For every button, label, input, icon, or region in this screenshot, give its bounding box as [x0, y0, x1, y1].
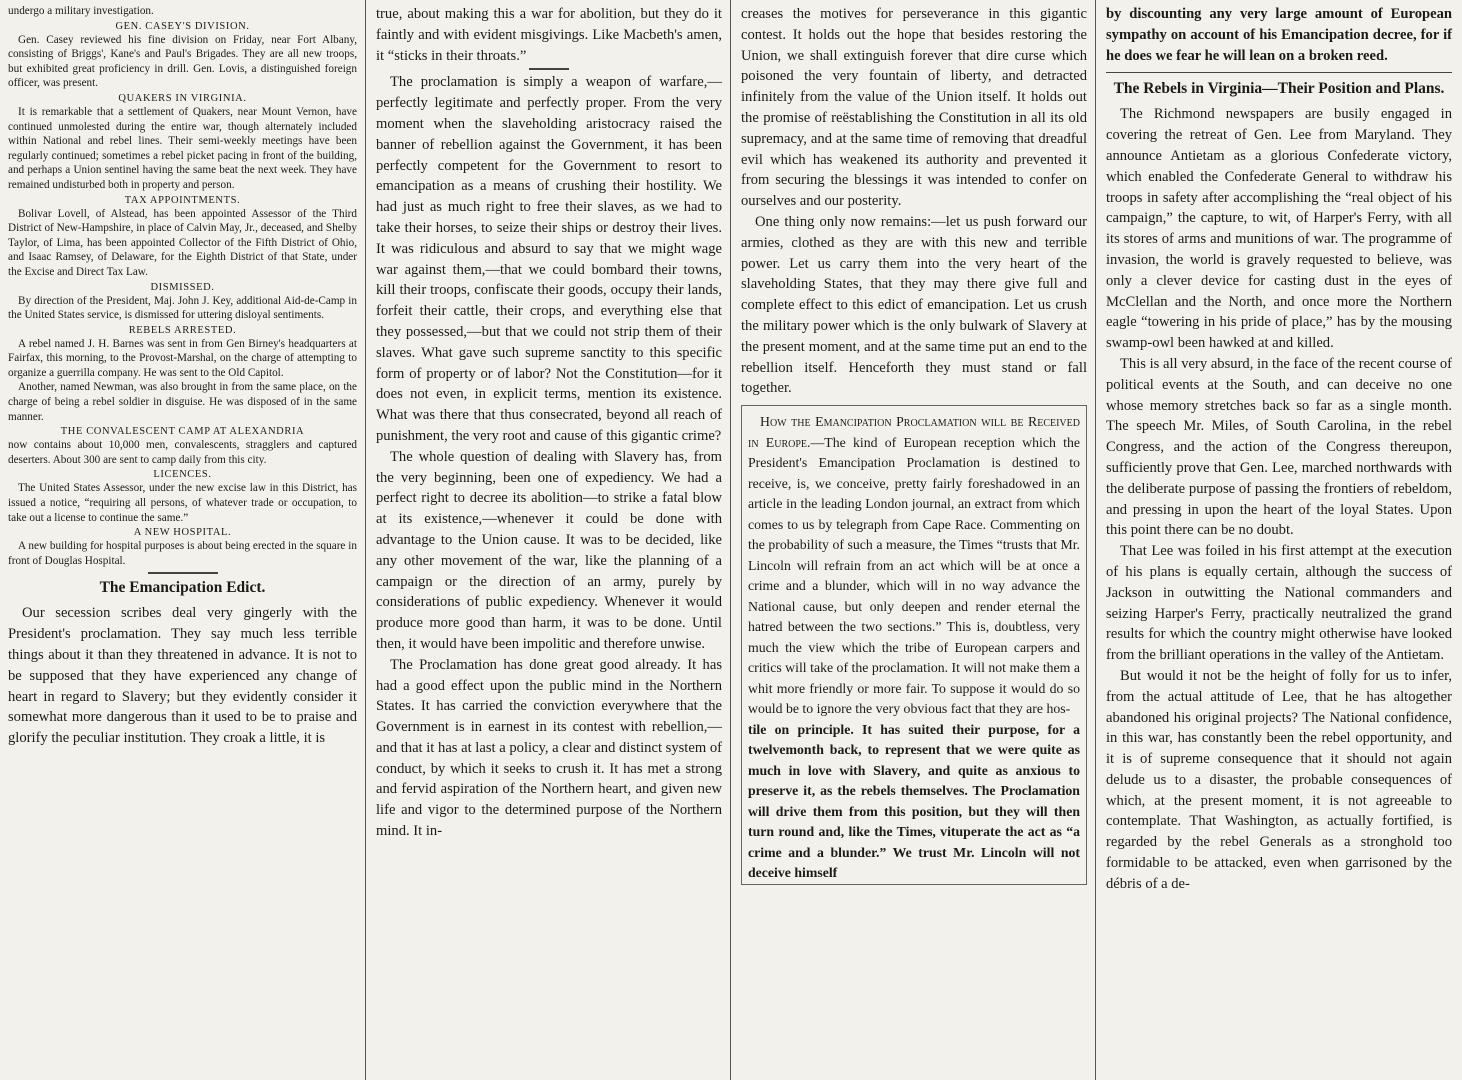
title-emancipation-edict: The Emancipation Edict.: [99, 579, 266, 597]
article-quakers: It is remarkable that a settlement of Quakers, near Mount Vernon, have continued unmolested during the entire war, though alternately included within National and rebel lines. Their semi-weekly meetings have been regularly continued; sometimes a rebel picket pacing in front of the building, and perhaps a Union sentinel having the same beat the next week. They have remained undisturbed both in property and person.: [8, 105, 357, 191]
article-edict: [8, 603, 357, 749]
divider-rule: [529, 68, 569, 70]
article-hospital: A new building for hospital purposes is about being erected in the square in front of Douglas Hospital.: [8, 540, 357, 567]
article-edict-end: [741, 4, 1087, 399]
edict-paragraph-0: true, about making this a war for abolition, but they do it faintly and with evident misgivings. Like Macbeth's amen, it “sticks in their throats.”: [376, 6, 722, 64]
column-4: [1096, 0, 1462, 1080]
clipping-bold-text: tile on principle. It has suited their purpose, for a twelvemonth back, to represent that we were quite as much in love with Slavery, and quite as anxious to preserve it, as the rebels themselves. The Proclamation will drive them from this position, but they will then turn round and, like the Times, vituperate the act as “a crime and a blunder.” We trust Mr. Lincoln will not deceive himself: [748, 721, 1080, 881]
heading-casey-division: GEN. CASEY'S DIVISION.: [115, 20, 250, 32]
article-rebels-2: Another, named Newman, was also brought in from the same place, on the charge of being a rebel soldier in disguise. He was disposed of in the same manner.: [8, 381, 357, 423]
heading-quakers: QUAKERS IN VIRGINIA.: [118, 92, 247, 104]
heading-tax-appointments: TAX APPOINTMENTS.: [124, 194, 241, 206]
column-2: [366, 0, 731, 1080]
clipping-europe-reception: [741, 405, 1087, 885]
heading-new-hospital: A NEW HOSPITAL.: [133, 527, 232, 539]
column-1: [0, 0, 366, 1080]
edict-paragraph: Our secession scribes deal very gingerly with the President's proclamation. They say much less terrible things about it than they threatened in advance. It is not to be supposed that they have experienced any change of heart in regard to Slavery; but they evidently consider it somewhat more dangerous than it used to be to praise and glorify the peculiar institution. They croak a little, it is: [8, 605, 357, 747]
heading-licences: LICENCES.: [153, 469, 212, 481]
article-licences: The United States Assessor, under the new excise law in this District, has issued a notice, “requiring all persons, of whatever trade or occupation, to take out a license to continue the same.”: [8, 482, 357, 524]
column-3: [731, 0, 1096, 1080]
virginia-paragraph-4: But would it not be the height of folly for us to infer, from the actual attitude of Lee, that he has altogether abandoned his original projects? The National confidence, in this war, has constantly been the rebel opportunity, and it is of supreme consequence that it should not again delude us to a disaster, the probable consequences of which, at the present moment, it is not agreeable to contemplate. That Washington, as actually fortified, is regarded by the rebel Generals as a stronghold too formidable to be attacked, even when garrisoned by the débris of a de-: [1106, 667, 1452, 892]
virginia-paragraph-2: This is all very absurd, in the face of the recent course of political events at the South, and can deceive no one whose memory stretches back so far as a single month. The speech Mr. Miles, of South Carolina, in the rebel Congress, and the action of the Congress thereupon, sufficiently prove that Gen. Lee, marched northwards with the deliberate purpose of passing the frontiers of rebeldom, and pressing in upon the heart of the loyal States. Upon this point there can be no doubt.: [1106, 355, 1452, 539]
clipping-body: —The kind of European reception which the President's Emancipation Proclamation is destined to receive, is, we conceive, pretty fairly foreshadowed in an article in the leading London journal, an extract from which comes to us by telegraph from Cape Race. Commenting on the probability of such a measure, the Times “trusts that Mr. Lincoln will refrain from an act which will be at once a crime and a blunder, which will in no way advance the National cause, but only deepen and render eternal the hatred between the two sections.” This is, doubtless, very much the view which the tribe of European carpers and critics will take of the proclamation. It will not make them a whit more friendly or more fair. To suppose it would do so would be to ignore the very obvious fact that they are hos-: [748, 434, 1080, 717]
text-continuation: undergo a military investigation.: [8, 5, 154, 17]
divider-line: [1106, 72, 1452, 73]
edict-paragraph-3: The Proclamation has done great good already. It has had a good effect upon the public mind in the Northern States. It has carried the conviction everywhere that the Government is in earnest in its contest with rebellion,—and that it has at last a policy, a clear and distinct system of conduct, by which it seeks to crush it. It has met a strong and fervid aspiration of the Northern heart, and given new life and vigor to the determined purpose of the Northern mind. It in-: [376, 656, 722, 840]
article-casey: Gen. Casey reviewed his fine division on Friday, near Fort Albany, consisting of Briggs', Kane's and Paul's Brigades. They are all new troops, but exhibited great proficiency in drill. Gen. Lovis, a distinguished foreign officer, was present.: [8, 33, 357, 90]
clipping-continued: [1106, 4, 1452, 66]
heading-dismissed: DISMISSED.: [150, 281, 215, 293]
article-edict-continued: [376, 4, 722, 842]
edict-paragraph-5: One thing only now remains:—let us push forward our armies, clothed as they are with this new and terrible power. Let us carry them into the very heart of the slaveholding States, that they may there give full and complete effect to this edict of emancipation. Let us crush the military power which is the only bulwark of Slavery at the present moment, and at the same time put an end to the rebellion itself. Henceforth they must stand or fall together.: [741, 213, 1087, 397]
heading-convalescent-camp: THE CONVALESCENT CAMP AT ALEXANDRIA: [60, 426, 305, 438]
edict-paragraph-4: creases the motives for perseverance in this gigantic contest. It holds out the hope that besides restoring the Union, we shall extinguish forever that dire curse which poisoned the very fountain of liberty, and detracted infinitely from the value of the Union itself. It holds out the promise of reëstablishing the Constitution in all its old supremacy, and at the same time of removing that dreadful evil which has weakened its authority and prevented it from securing the blessings it was intended to confer on ourselves and our posterity.: [741, 6, 1087, 210]
title-rebels-in-virginia: The Rebels in Virginia—Their Position and Plans.: [1113, 80, 1445, 98]
clipping-text: [748, 412, 1080, 720]
article-rebels-virginia: [1106, 104, 1452, 894]
article-rebels-1: A rebel named J. H. Barnes was sent in from Gen Birney's headquarters at Fairfax, this morning, to the Provost-Marshal, on the charge of attempting to organize a guerrilla company. He was sent to the Old Capitol.: [8, 337, 357, 379]
heading-rebels-arrested: REBELS ARRESTED.: [128, 324, 237, 336]
article-camp: now contains about 10,000 men, convalescents, stragglers and captured deserters. About 300 are sent to camp daily from this city.: [8, 439, 357, 466]
clipping-end-text: by discounting any very large amount of European sympathy on account of his Emancipation decree, for if he does we fear he will lean on a broken reed.: [1106, 6, 1452, 64]
virginia-paragraph-1: The Richmond newspapers are busily engaged in covering the retreat of Gen. Lee from Maryland. They announce Antietam as a glorious Confederate victory, which enabled the Confederate General to withdraw his troops in safety after accomplishing the “real object of his campaign,” the capture, to wit, of Harper's Ferry, with all its stores of arms and munitions of war. The programme of invasion, the world is gravely requested to believe, was only a clever device for casting dust in the eyes of McClellan and the North, and once more the Northern eagle “towering in his pride of place,” has by the mousing swamp-owl been hawked at and killed.: [1106, 106, 1452, 352]
divider-rule: [148, 572, 218, 574]
edict-paragraph-2: The whole question of dealing with Slavery has, from the very beginning, been one of expediency. We had a perfect right to decree its abolition—to strike a fatal blow at its existence,—whenever it could be done with advantage to the Union cause. It was to be decided, like any other movement of the war, like the planning of a campaign or the direction of an army, purely by considerations of public expediency. Whenever it would produce more good than harm, it was to be done. Until then, it would have been impolitic and therefore unwise.: [376, 448, 722, 652]
virginia-paragraph-3: That Lee was foiled in his first attempt at the execution of his plans is equally certain, although the success of Jackson in outwitting the National commanders and seizing Harper's Ferry, practically neutralized the grand results for which the country might otherwise have looked from the brilliant operations in the valley of the Antietam.: [1106, 543, 1452, 664]
clipping-heading: How the Emancipation Proclamation will be Received in Europe.: [748, 414, 1080, 450]
article-tax: Bolivar Lovell, of Alstead, has been appointed Assessor of the Third District of New-Hampshire, in place of Calvin May, Jr., deceased, and Shelby Taylor, of Lima, has been appointed Collector of the Fifth District of Ohio, and Isaac Ramsey, of Delaware, for the Eighth District of that State, under the Excise and Direct Tax Law.: [8, 207, 357, 278]
article-dismissed: By direction of the President, Maj. John J. Key, additional Aid-de-Camp in the United States service, is dismissed for uttering disloyal sentiments.: [8, 294, 357, 322]
edict-paragraph-1: The proclamation is simply a weapon of warfare,—perfectly legitimate and perfectly proper. From the very moment when the slaveholding aristocracy raised the banner of rebellion against the Government, it has been perfectly competent for the Government to resort to emancipation as a means of crushing their hostility. We had just as much right to free their slaves, as we had to take their horses, to seize their ships or destroy their lives. It was ridiculous and absurd to say that we might wage war against them,—that we could bombard their towns, kill their troops, confiscate their goods, occupy their lands, forfeit their cattle, their crops, and everything else that they possessed,—but that we could not strip them of their slaves. What gave such supreme sanctity to this specific form of property or of labor? Not the Constitution—for it does not even, in explicit terms, mention its existence. What was there that thus consecrated, beyond all reach of punishment, the very root and cause of this gigantic crime?: [376, 74, 722, 444]
